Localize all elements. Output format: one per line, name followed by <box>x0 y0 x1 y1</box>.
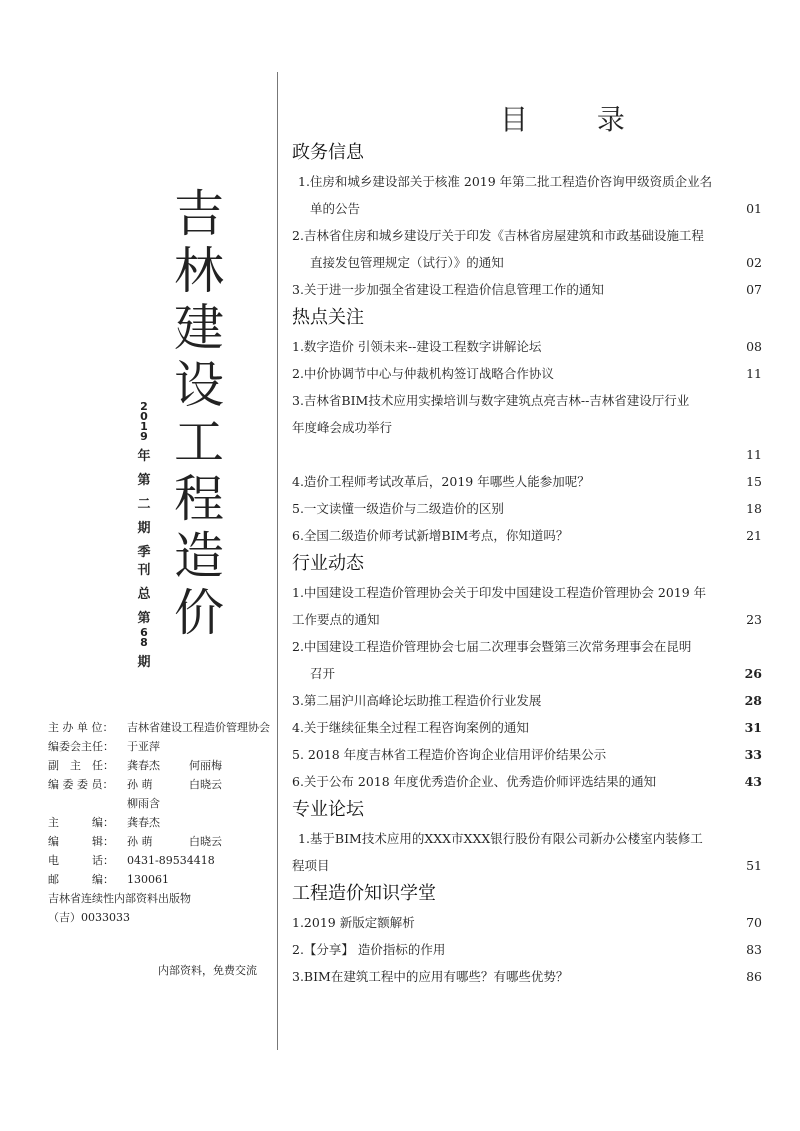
entry-title: 2.吉林省住房和城乡建设厅关于印发《吉林省房屋建筑和市政基础设施工程 <box>292 228 704 243</box>
toc-entry[interactable] <box>292 222 762 276</box>
entry-title: 4.造价工程师考试改革后，2019 年哪些人能参加呢？ <box>292 474 590 489</box>
editor-row <box>48 813 278 832</box>
issue-char: 6 <box>140 626 148 639</box>
entry-title: 2.中价协调节中心与仲裁机构签订战略合作协议 <box>292 366 554 381</box>
edit-label: 编 辑： <box>48 835 114 848</box>
issue-char: 期 <box>137 521 151 536</box>
members-label: 编 委 委 员： <box>48 778 114 791</box>
toc-entry[interactable] <box>292 687 762 714</box>
page-number: 02 <box>746 255 762 270</box>
members-row-2 <box>48 794 278 813</box>
license: （吉）0033033 <box>48 911 130 924</box>
masthead <box>48 718 278 927</box>
toc-entry[interactable] <box>292 768 762 795</box>
edit-1: 孙 萌 <box>127 835 153 848</box>
chair: 于亚萍 <box>127 740 160 753</box>
page-number: 08 <box>746 339 762 354</box>
page-number: 11 <box>746 447 762 462</box>
title-char: 建 <box>174 299 224 357</box>
section-heading: 行业动态 <box>292 553 364 574</box>
page-number: 11 <box>746 366 762 381</box>
post-label: 邮 编： <box>48 873 114 886</box>
entry-title: 5.一文读懂一级造价与二级造价的区别 <box>292 501 504 516</box>
issue-char: 9 <box>140 430 148 443</box>
toc-entry[interactable] <box>292 963 762 990</box>
vice-label: 副 主 任： <box>48 759 114 772</box>
toc-entry[interactable] <box>292 714 762 741</box>
member-3: 柳雨含 <box>127 797 160 810</box>
entry-title-cont: 召开 <box>310 666 336 681</box>
entry-title: 3.吉林省BIM技术应用实操培训与数字建筑点亮吉林--吉林省建设厅行业 <box>292 393 690 408</box>
entry-title: 1.中国建设工程造价管理协会关于印发中国建设工程造价管理协会 2019 年 <box>292 585 707 600</box>
page-number: 31 <box>744 720 762 735</box>
issue-char: 刊 <box>137 563 151 578</box>
page-number: 28 <box>744 693 762 708</box>
title-char: 工 <box>174 413 224 471</box>
entry-title: 3.关于进一步加强全省建设工程造价信息管理工作的通知 <box>292 282 604 297</box>
post: 130061 <box>127 873 169 886</box>
issue-char: 二 <box>137 497 151 512</box>
page-number: 83 <box>746 942 762 957</box>
toc-entry[interactable] <box>292 387 762 468</box>
phone: 0431-89534418 <box>127 854 215 867</box>
entry-title-cont: 直接发包管理规定（试行）》的通知 <box>310 255 504 270</box>
title-char: 林 <box>174 242 224 300</box>
toc-entry[interactable] <box>292 579 762 633</box>
entry-title-cont: 程项目 <box>292 858 330 873</box>
toc-entry[interactable] <box>292 936 762 963</box>
toc-entry[interactable] <box>292 360 762 387</box>
entry-title: 3.第二届沪川高峰论坛助推工程造价行业发展 <box>292 693 542 708</box>
toc-entry[interactable] <box>292 333 762 360</box>
title-char: 造 <box>174 527 224 585</box>
toc-entry[interactable] <box>292 909 762 936</box>
entry-title: 5. 2018 年度吉林省工程造价咨询企业信用评价结果公示 <box>292 747 607 762</box>
edit-2: 白晓云 <box>189 835 222 848</box>
phone-label: 电 话： <box>48 854 114 867</box>
phone-row <box>48 851 278 870</box>
issue-char: 期 <box>137 655 151 670</box>
issue-info <box>134 402 154 672</box>
entry-title-cont: 年度峰会成功举行 <box>292 420 393 435</box>
chair-row <box>48 737 278 756</box>
internal-note: 内部资料，免费交流 <box>158 964 257 977</box>
page-number: 26 <box>744 666 762 681</box>
toc-entry[interactable] <box>292 168 762 222</box>
entry-title: 2.【分享】 造价指标的作用 <box>292 942 446 957</box>
column-divider <box>277 72 278 1050</box>
toc-entry[interactable] <box>292 276 762 303</box>
page-number: 18 <box>746 501 762 516</box>
table-of-contents <box>292 138 762 990</box>
chair-label: 编委会主任： <box>48 740 114 753</box>
page-number: 21 <box>746 528 762 543</box>
page-number: 86 <box>746 969 762 984</box>
vice-row <box>48 756 278 775</box>
issue-char: 8 <box>140 636 148 649</box>
edit-row <box>48 832 278 851</box>
toc-entry[interactable] <box>292 633 762 687</box>
entry-title: 1.基于BIM技术应用的XXX市XXX银行股份有限公司新办公楼室内装修工 <box>298 831 703 846</box>
title-char: 设 <box>174 356 224 414</box>
vice-1: 龚春杰 <box>127 759 160 772</box>
editor: 龚春杰 <box>127 816 160 829</box>
editor-label: 主 编： <box>48 816 114 829</box>
publication: 吉林省连续性内部资料出版物 <box>48 892 191 905</box>
title-char: 吉 <box>174 185 224 243</box>
page-number: 70 <box>746 915 762 930</box>
page-number: 43 <box>744 774 762 789</box>
member-2: 白晓云 <box>189 778 222 791</box>
post-row <box>48 870 278 889</box>
issue-char: 0 <box>140 410 148 423</box>
entry-title: 3.BIM在建筑工程中的应用有哪些？有哪些优势？ <box>292 969 569 984</box>
issue-char: 2 <box>140 400 148 413</box>
issue-char: 1 <box>140 420 148 433</box>
toc-entry[interactable] <box>292 495 762 522</box>
sponsor-label: 主 办 单 位： <box>48 721 114 734</box>
page-number: 07 <box>746 282 762 297</box>
section-heading: 工程造价知识学堂 <box>292 883 436 904</box>
entry-title-cont: 工作要点的通知 <box>292 612 380 627</box>
sponsor-row <box>48 718 278 737</box>
section-heading: 专业论坛 <box>292 799 364 820</box>
section-heading: 热点关注 <box>292 307 364 328</box>
page-number: 01 <box>746 201 762 216</box>
issue-char: 第 <box>137 611 151 626</box>
section-heading: 政务信息 <box>292 142 364 163</box>
entry-title: 1.数字造价 引领未来--建设工程数字讲解论坛 <box>292 339 542 354</box>
issue-char: 季 <box>137 545 151 560</box>
entry-title: 2.中国建设工程造价管理协会七届二次理事会暨第三次常务理事会在昆明 <box>292 639 692 654</box>
issue-char: 年 <box>137 449 151 464</box>
toc-entry[interactable] <box>292 741 762 768</box>
entry-title: 1.2019 新版定额解析 <box>292 915 415 930</box>
entry-title: 4.关于继续征集全过程工程咨询案例的通知 <box>292 720 529 735</box>
entry-title: 6.全国二级造价师考试新增BIM考点，你知道吗？ <box>292 528 569 543</box>
toc-entry[interactable] <box>292 522 762 549</box>
sponsor: 吉林省建设工程造价管理协会 <box>127 721 270 734</box>
vice-2: 何丽梅 <box>189 759 222 772</box>
page-number: 23 <box>746 612 762 627</box>
toc-entry[interactable] <box>292 825 762 879</box>
page-number: 33 <box>744 747 762 762</box>
toc-title: 目 录 <box>500 103 655 136</box>
title-char: 价 <box>174 584 224 642</box>
magazine-title <box>168 186 230 642</box>
member-1: 孙 萌 <box>127 778 153 791</box>
entry-title: 6.关于公布 2018 年度优秀造价企业、优秀造价师评选结果的通知 <box>292 774 657 789</box>
toc-entry[interactable] <box>292 468 762 495</box>
page-number: 15 <box>746 474 762 489</box>
page-number: 51 <box>746 858 762 873</box>
issue-char: 第 <box>137 473 151 488</box>
entry-title: 1.住房和城乡建设部关于核准 2019 年第二批工程造价咨询甲级资质企业名 <box>298 174 713 189</box>
members-row <box>48 775 278 794</box>
issue-char: 总 <box>137 587 151 602</box>
entry-title-cont: 单的公告 <box>310 201 361 216</box>
title-char: 程 <box>174 470 224 528</box>
